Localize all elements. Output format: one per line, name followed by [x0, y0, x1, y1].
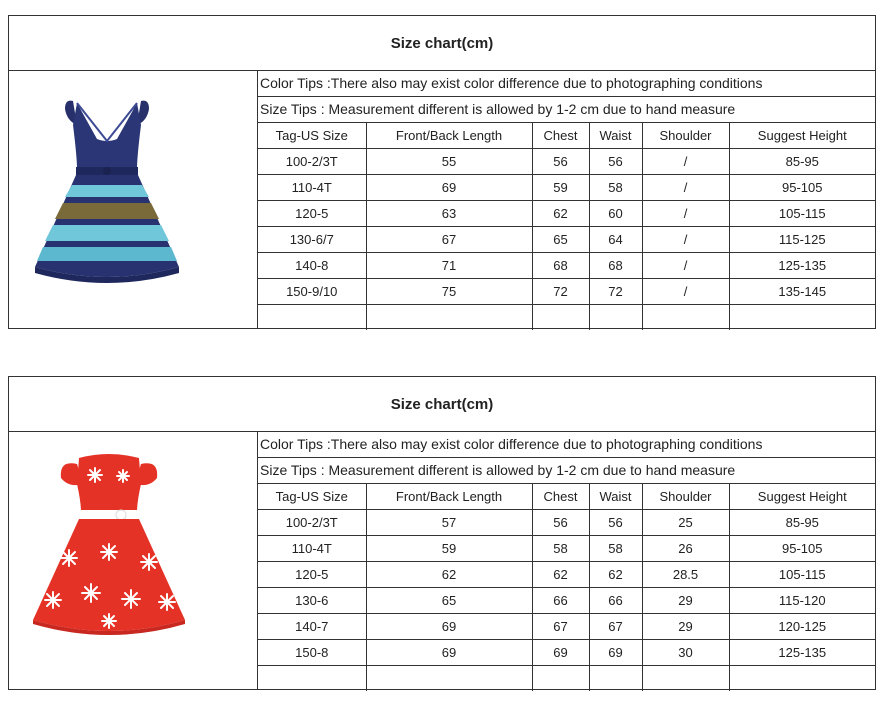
size-table — [258, 123, 875, 330]
table-row — [258, 588, 875, 614]
cell: 72 — [589, 279, 642, 305]
chart-title: Size chart(cm) — [9, 16, 875, 71]
size-table — [258, 484, 875, 691]
cell: 105-115 — [729, 201, 875, 227]
header-tag-us-size: Tag-US Size — [258, 123, 366, 149]
table-row — [258, 640, 875, 666]
empty-cell — [258, 305, 366, 331]
cell: 135-145 — [729, 279, 875, 305]
cell: 75 — [366, 279, 532, 305]
empty-cell — [532, 305, 589, 331]
empty-cell — [366, 305, 532, 331]
cell: 71 — [366, 253, 532, 279]
table-header-row — [258, 484, 875, 510]
cell: 65 — [532, 227, 589, 253]
empty-cell — [258, 666, 366, 692]
cell: 66 — [589, 588, 642, 614]
cell: 69 — [366, 614, 532, 640]
cell: 56 — [589, 149, 642, 175]
table-row — [258, 175, 875, 201]
cell: 110-4T — [258, 536, 366, 562]
cell: 140-8 — [258, 253, 366, 279]
table-row — [258, 201, 875, 227]
size-tip: Size Tips : Measurement different is allowed by 1-2 cm due to hand measure — [258, 458, 875, 484]
cell: 69 — [366, 640, 532, 666]
cell: 62 — [589, 562, 642, 588]
empty-cell — [366, 666, 532, 692]
cell: 62 — [532, 562, 589, 588]
cell: 56 — [532, 510, 589, 536]
cell: 95-105 — [729, 175, 875, 201]
table-header-row — [258, 123, 875, 149]
cell: 58 — [532, 536, 589, 562]
cell: 28.5 — [642, 562, 729, 588]
header-suggest-height: Suggest Height — [729, 123, 875, 149]
cell: / — [642, 149, 729, 175]
cell: 29 — [642, 614, 729, 640]
cell: 59 — [532, 175, 589, 201]
header-shoulder: Shoulder — [642, 484, 729, 510]
cell: 72 — [532, 279, 589, 305]
table-row — [258, 614, 875, 640]
cell: 110-4T — [258, 175, 366, 201]
table-row — [258, 279, 875, 305]
cell: 56 — [589, 510, 642, 536]
header-waist: Waist — [589, 123, 642, 149]
size-chart-1 — [8, 15, 876, 329]
cell: 125-135 — [729, 640, 875, 666]
table-row — [258, 149, 875, 175]
cell: 150-9/10 — [258, 279, 366, 305]
cell: 130-6/7 — [258, 227, 366, 253]
cell: 26 — [642, 536, 729, 562]
cell: 25 — [642, 510, 729, 536]
cell: 65 — [366, 588, 532, 614]
empty-cell — [642, 666, 729, 692]
cell: 100-2/3T — [258, 149, 366, 175]
empty-cell — [729, 305, 875, 331]
cell: 55 — [366, 149, 532, 175]
cell: 64 — [589, 227, 642, 253]
color-tip: Color Tips :There also may exist color difference due to photographing conditions — [258, 432, 875, 458]
size-tip: Size Tips : Measurement different is allowed by 1-2 cm due to hand measure — [258, 97, 875, 123]
cell: / — [642, 227, 729, 253]
cell: 30 — [642, 640, 729, 666]
header-length: Front/Back Length — [366, 123, 532, 149]
cell: 85-95 — [729, 149, 875, 175]
chart-title: Size chart(cm) — [9, 377, 875, 432]
empty-row — [258, 305, 875, 331]
cell: 120-5 — [258, 201, 366, 227]
header-shoulder: Shoulder — [642, 123, 729, 149]
cell: 67 — [589, 614, 642, 640]
cell: / — [642, 175, 729, 201]
red-snowflake-dress-image — [29, 444, 199, 654]
cell: 120-125 — [729, 614, 875, 640]
empty-cell — [642, 305, 729, 331]
empty-cell — [729, 666, 875, 692]
header-chest: Chest — [532, 484, 589, 510]
cell: 130-6 — [258, 588, 366, 614]
table-row — [258, 510, 875, 536]
cell: 69 — [589, 640, 642, 666]
cell: 60 — [589, 201, 642, 227]
cell: 85-95 — [729, 510, 875, 536]
size-chart-2 — [8, 376, 876, 690]
cell: 58 — [589, 175, 642, 201]
empty-cell — [589, 305, 642, 331]
cell: 95-105 — [729, 536, 875, 562]
table-row — [258, 253, 875, 279]
cell: 68 — [589, 253, 642, 279]
cell: 140-7 — [258, 614, 366, 640]
header-chest: Chest — [532, 123, 589, 149]
cell: 69 — [366, 175, 532, 201]
cell: 59 — [366, 536, 532, 562]
table-row — [258, 227, 875, 253]
striped-dress-image — [29, 97, 199, 287]
cell: 67 — [366, 227, 532, 253]
header-tag-us-size: Tag-US Size — [258, 484, 366, 510]
table-row — [258, 562, 875, 588]
cell: / — [642, 253, 729, 279]
cell: / — [642, 201, 729, 227]
cell: 58 — [589, 536, 642, 562]
empty-row — [258, 666, 875, 692]
cell: 56 — [532, 149, 589, 175]
product-image-cell — [9, 71, 258, 328]
header-suggest-height: Suggest Height — [729, 484, 875, 510]
cell: 120-5 — [258, 562, 366, 588]
cell: 62 — [532, 201, 589, 227]
cell: 66 — [532, 588, 589, 614]
product-image-cell — [9, 432, 258, 689]
cell: 115-120 — [729, 588, 875, 614]
cell: 69 — [532, 640, 589, 666]
cell: 57 — [366, 510, 532, 536]
cell: 62 — [366, 562, 532, 588]
color-tip: Color Tips :There also may exist color difference due to photographing conditions — [258, 71, 875, 97]
cell: 100-2/3T — [258, 510, 366, 536]
cell: 67 — [532, 614, 589, 640]
cell: 29 — [642, 588, 729, 614]
cell: 150-8 — [258, 640, 366, 666]
cell: 125-135 — [729, 253, 875, 279]
empty-cell — [589, 666, 642, 692]
empty-cell — [532, 666, 589, 692]
cell: 63 — [366, 201, 532, 227]
header-waist: Waist — [589, 484, 642, 510]
table-row — [258, 536, 875, 562]
cell: 105-115 — [729, 562, 875, 588]
cell: / — [642, 279, 729, 305]
cell: 115-125 — [729, 227, 875, 253]
header-length: Front/Back Length — [366, 484, 532, 510]
cell: 68 — [532, 253, 589, 279]
